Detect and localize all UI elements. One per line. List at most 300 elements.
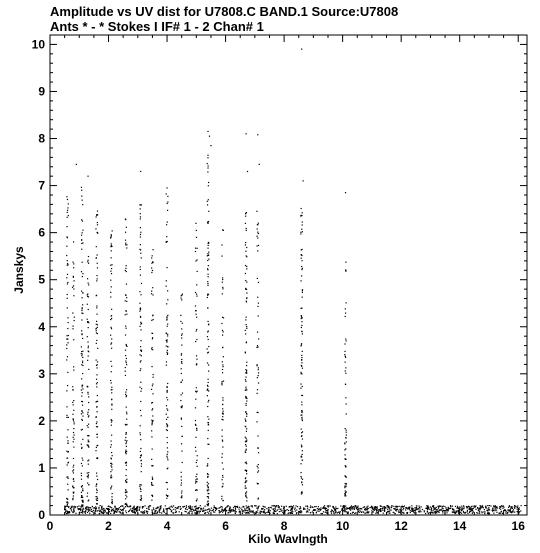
data-point xyxy=(141,283,142,284)
data-point xyxy=(181,361,182,362)
data-point xyxy=(301,373,302,374)
noise-point xyxy=(500,506,501,507)
noise-point xyxy=(517,509,518,510)
data-point xyxy=(301,258,302,259)
data-point xyxy=(207,248,208,249)
noise-point xyxy=(244,510,245,511)
data-point xyxy=(97,361,98,362)
data-point xyxy=(125,498,126,499)
data-point xyxy=(139,303,140,304)
noise-point xyxy=(237,507,238,508)
data-point xyxy=(196,500,197,501)
data-point xyxy=(301,365,302,366)
noise-point xyxy=(460,509,461,510)
noise-point xyxy=(102,509,103,510)
noise-point xyxy=(208,513,209,514)
noise-point xyxy=(517,505,518,506)
noise-point xyxy=(429,509,430,510)
noise-point xyxy=(400,510,401,511)
data-point xyxy=(166,267,167,268)
data-point xyxy=(81,475,82,476)
noise-point xyxy=(471,506,472,507)
noise-point xyxy=(75,513,76,514)
noise-point xyxy=(247,510,248,511)
noise-point xyxy=(200,511,201,512)
data-point xyxy=(195,482,196,483)
noise-point xyxy=(376,512,377,513)
data-point xyxy=(208,503,209,504)
data-point xyxy=(207,416,208,417)
noise-point xyxy=(143,513,144,514)
data-point xyxy=(72,312,73,313)
data-point xyxy=(88,263,89,264)
data-point xyxy=(140,216,141,217)
data-point xyxy=(196,460,197,461)
data-point xyxy=(245,418,246,419)
noise-point xyxy=(93,507,94,508)
data-point xyxy=(97,437,98,438)
noise-point xyxy=(457,507,458,508)
noise-point xyxy=(239,507,240,508)
data-point xyxy=(125,437,126,438)
noise-point xyxy=(98,507,99,508)
noise-point xyxy=(514,511,515,512)
data-point xyxy=(195,481,196,482)
noise-point xyxy=(499,508,500,509)
noise-point xyxy=(246,505,247,506)
data-point xyxy=(139,484,140,485)
x-tick-label: 12 xyxy=(394,519,408,533)
data-point xyxy=(125,270,126,271)
data-point xyxy=(72,262,73,263)
x-tick-label: 4 xyxy=(163,519,171,533)
noise-point xyxy=(72,511,73,512)
data-point xyxy=(125,350,126,351)
data-point xyxy=(111,387,112,388)
noise-point xyxy=(487,510,488,511)
noise-point xyxy=(436,512,437,513)
data-point xyxy=(167,326,168,327)
data-point xyxy=(245,482,246,483)
data-point xyxy=(302,221,303,222)
noise-point xyxy=(409,506,410,507)
data-point xyxy=(245,390,246,391)
data-point xyxy=(166,365,167,366)
data-point xyxy=(73,441,74,442)
data-point xyxy=(167,201,168,202)
noise-point xyxy=(175,507,176,508)
data-point xyxy=(196,387,197,388)
data-point xyxy=(73,420,74,421)
data-point xyxy=(97,278,98,279)
data-point xyxy=(82,405,83,406)
data-point xyxy=(207,222,208,223)
data-point xyxy=(126,469,127,470)
noise-point xyxy=(485,507,486,508)
data-point xyxy=(302,479,303,480)
data-point xyxy=(126,395,127,396)
data-point xyxy=(73,241,74,242)
data-point xyxy=(302,454,303,455)
data-point xyxy=(182,323,183,324)
data-point xyxy=(301,325,302,326)
data-point xyxy=(95,228,96,229)
data-point xyxy=(301,435,302,436)
data-point xyxy=(111,421,112,422)
data-point xyxy=(257,466,258,467)
data-point xyxy=(246,480,247,481)
noise-point xyxy=(258,506,259,507)
data-point xyxy=(195,437,196,438)
noise-point xyxy=(203,510,204,511)
data-point xyxy=(81,319,82,320)
noise-point xyxy=(88,508,89,509)
data-point xyxy=(87,336,88,337)
y-tick-label: 0 xyxy=(38,508,45,522)
data-point xyxy=(68,417,69,418)
data-point xyxy=(208,382,209,383)
data-point xyxy=(195,305,196,306)
noise-point xyxy=(270,507,271,508)
noise-point xyxy=(247,512,248,513)
outlier-point xyxy=(247,171,248,172)
data-point xyxy=(125,475,126,476)
data-point xyxy=(257,306,258,307)
data-point xyxy=(196,310,197,311)
y-tick-label: 4 xyxy=(38,319,45,334)
data-point xyxy=(301,492,302,493)
data-point xyxy=(167,299,168,300)
data-point xyxy=(126,301,127,302)
data-point xyxy=(195,476,196,477)
data-point xyxy=(257,278,258,279)
data-point xyxy=(346,302,347,303)
data-point xyxy=(151,366,152,367)
data-point xyxy=(345,437,346,438)
noise-point xyxy=(213,511,214,512)
noise-point xyxy=(229,506,230,507)
data-point xyxy=(97,210,98,211)
noise-point xyxy=(113,513,114,514)
noise-point xyxy=(472,506,473,507)
noise-point xyxy=(344,508,345,509)
data-point xyxy=(167,346,168,347)
noise-point xyxy=(235,511,236,512)
noise-point xyxy=(343,505,344,506)
data-point xyxy=(111,420,112,421)
data-point xyxy=(222,446,223,447)
data-point xyxy=(87,414,88,415)
data-point xyxy=(195,479,196,480)
noise-point xyxy=(213,509,214,510)
noise-point xyxy=(371,510,372,511)
noise-point xyxy=(172,507,173,508)
noise-point xyxy=(307,511,308,512)
data-point xyxy=(302,460,303,461)
noise-point xyxy=(380,511,381,512)
noise-point xyxy=(419,507,420,508)
noise-point xyxy=(248,506,249,507)
data-point xyxy=(221,384,222,385)
data-point xyxy=(88,409,89,410)
data-point xyxy=(73,267,74,268)
data-point xyxy=(151,500,152,501)
data-point xyxy=(152,421,153,422)
data-point xyxy=(88,402,89,403)
data-point xyxy=(111,477,112,478)
data-point xyxy=(207,204,208,205)
data-point xyxy=(140,316,141,317)
data-point xyxy=(167,451,168,452)
data-point xyxy=(344,493,345,494)
data-point xyxy=(180,485,181,486)
noise-point xyxy=(316,512,317,513)
noise-point xyxy=(129,510,130,511)
noise-point xyxy=(144,510,145,511)
noise-point xyxy=(119,507,120,508)
data-point xyxy=(301,355,302,356)
noise-point xyxy=(71,510,72,511)
noise-point xyxy=(368,512,369,513)
noise-point xyxy=(187,513,188,514)
data-point xyxy=(97,411,98,412)
data-point xyxy=(166,414,167,415)
noise-point xyxy=(495,507,496,508)
noise-point xyxy=(479,511,480,512)
data-point xyxy=(197,271,198,272)
data-point xyxy=(66,335,67,336)
data-point xyxy=(166,405,167,406)
noise-point xyxy=(450,506,451,507)
data-point xyxy=(197,248,198,249)
data-point xyxy=(82,460,83,461)
data-point xyxy=(81,496,82,497)
data-point xyxy=(152,270,153,271)
data-point xyxy=(96,275,97,276)
noise-point xyxy=(410,512,411,513)
data-point xyxy=(208,371,209,372)
noise-point xyxy=(239,511,240,512)
noise-point xyxy=(170,509,171,510)
data-point xyxy=(257,250,258,251)
y-tick-label: 3 xyxy=(38,366,45,381)
outlier-point xyxy=(301,49,302,50)
noise-point xyxy=(142,507,143,508)
noise-point xyxy=(186,511,187,512)
data-point xyxy=(222,229,223,230)
noise-point xyxy=(239,510,240,511)
data-point xyxy=(302,368,303,369)
data-point xyxy=(67,210,68,211)
noise-point xyxy=(440,509,441,510)
data-point xyxy=(68,215,69,216)
data-point xyxy=(73,285,74,286)
data-point xyxy=(167,390,168,391)
data-point xyxy=(87,304,88,305)
data-point xyxy=(345,357,346,358)
data-point xyxy=(207,163,208,164)
data-point xyxy=(245,265,246,266)
data-point xyxy=(97,445,98,446)
noise-point xyxy=(186,507,187,508)
noise-point xyxy=(327,511,328,512)
data-point xyxy=(300,463,301,464)
data-point xyxy=(167,447,168,448)
noise-point xyxy=(489,505,490,506)
data-point xyxy=(300,388,301,389)
data-point xyxy=(67,484,68,485)
noise-point xyxy=(188,506,189,507)
data-point xyxy=(111,465,112,466)
noise-point xyxy=(215,510,216,511)
noise-point xyxy=(268,507,269,508)
noise-point xyxy=(318,506,319,507)
data-point xyxy=(82,304,83,305)
data-point xyxy=(166,193,167,194)
noise-point xyxy=(116,511,117,512)
data-point xyxy=(181,407,182,408)
data-point xyxy=(87,278,88,279)
data-point xyxy=(222,366,223,367)
noise-point xyxy=(380,508,381,509)
noise-point xyxy=(392,506,393,507)
noise-point xyxy=(446,512,447,513)
data-point xyxy=(81,413,82,414)
noise-point xyxy=(290,513,291,514)
data-point xyxy=(207,155,208,156)
data-point xyxy=(111,404,112,405)
data-point xyxy=(68,335,69,336)
noise-point xyxy=(383,506,384,507)
data-point xyxy=(125,490,126,491)
data-point xyxy=(151,484,152,485)
noise-point xyxy=(508,507,509,508)
noise-point xyxy=(222,509,223,510)
noise-point xyxy=(218,508,219,509)
data-point xyxy=(67,440,68,441)
data-point xyxy=(125,391,126,392)
noise-point xyxy=(82,510,83,511)
noise-point xyxy=(139,510,140,511)
data-point xyxy=(66,458,67,459)
data-point xyxy=(166,236,167,237)
data-point xyxy=(97,382,98,383)
data-point xyxy=(81,463,82,464)
data-point xyxy=(222,475,223,476)
data-point xyxy=(257,377,258,378)
data-point xyxy=(111,486,112,487)
data-point xyxy=(73,439,74,440)
noise-point xyxy=(92,506,93,507)
data-point xyxy=(208,339,209,340)
data-point xyxy=(81,290,82,291)
data-point xyxy=(82,392,83,393)
noise-point xyxy=(173,505,174,506)
noise-point xyxy=(220,512,221,513)
data-point xyxy=(96,475,97,476)
data-point xyxy=(67,464,68,465)
noise-point xyxy=(388,511,389,512)
noise-point xyxy=(273,505,274,506)
data-point xyxy=(67,283,68,284)
data-point xyxy=(97,324,98,325)
noise-point xyxy=(367,512,368,513)
noise-point xyxy=(373,509,374,510)
data-point xyxy=(222,282,223,283)
data-point xyxy=(246,491,247,492)
data-point xyxy=(96,374,97,375)
data-point xyxy=(245,470,246,471)
data-point xyxy=(97,348,98,349)
noise-point xyxy=(414,507,415,508)
noise-point xyxy=(445,507,446,508)
noise-point xyxy=(117,510,118,511)
data-point xyxy=(82,412,83,413)
noise-point xyxy=(494,506,495,507)
data-point xyxy=(81,297,82,298)
noise-point xyxy=(129,506,130,507)
data-point xyxy=(182,393,183,394)
data-point xyxy=(67,274,68,275)
data-point xyxy=(82,465,83,466)
data-point xyxy=(246,473,247,474)
data-point xyxy=(223,500,224,501)
data-point xyxy=(97,434,98,435)
noise-point xyxy=(243,506,244,507)
noise-point xyxy=(93,510,94,511)
data-point xyxy=(126,432,127,433)
noise-point xyxy=(406,507,407,508)
noise-point xyxy=(473,508,474,509)
data-point xyxy=(166,286,167,287)
data-point xyxy=(140,322,141,323)
data-point xyxy=(72,402,73,403)
data-point xyxy=(140,499,141,500)
data-point xyxy=(73,428,74,429)
data-point xyxy=(195,407,196,408)
data-point xyxy=(223,356,224,357)
data-point xyxy=(111,464,112,465)
data-point xyxy=(82,200,83,201)
noise-point xyxy=(240,508,241,509)
data-point xyxy=(66,344,67,345)
data-point xyxy=(256,365,257,366)
data-point xyxy=(167,399,168,400)
noise-point xyxy=(490,505,491,506)
data-point xyxy=(110,335,111,336)
noise-point xyxy=(378,512,379,513)
noise-point xyxy=(333,508,334,509)
noise-point xyxy=(320,507,321,508)
noise-point xyxy=(286,506,287,507)
noise-point xyxy=(499,513,500,514)
data-point xyxy=(167,334,168,335)
noise-point xyxy=(82,512,83,513)
noise-point xyxy=(395,506,396,507)
noise-point xyxy=(300,510,301,511)
data-point xyxy=(245,437,246,438)
data-point xyxy=(345,397,346,398)
noise-point xyxy=(99,513,100,514)
noise-point xyxy=(87,507,88,508)
noise-point xyxy=(65,511,66,512)
data-point xyxy=(181,492,182,493)
data-point xyxy=(81,448,82,449)
data-point xyxy=(152,423,153,424)
data-point xyxy=(140,448,141,449)
noise-point xyxy=(295,507,296,508)
data-point xyxy=(246,431,247,432)
